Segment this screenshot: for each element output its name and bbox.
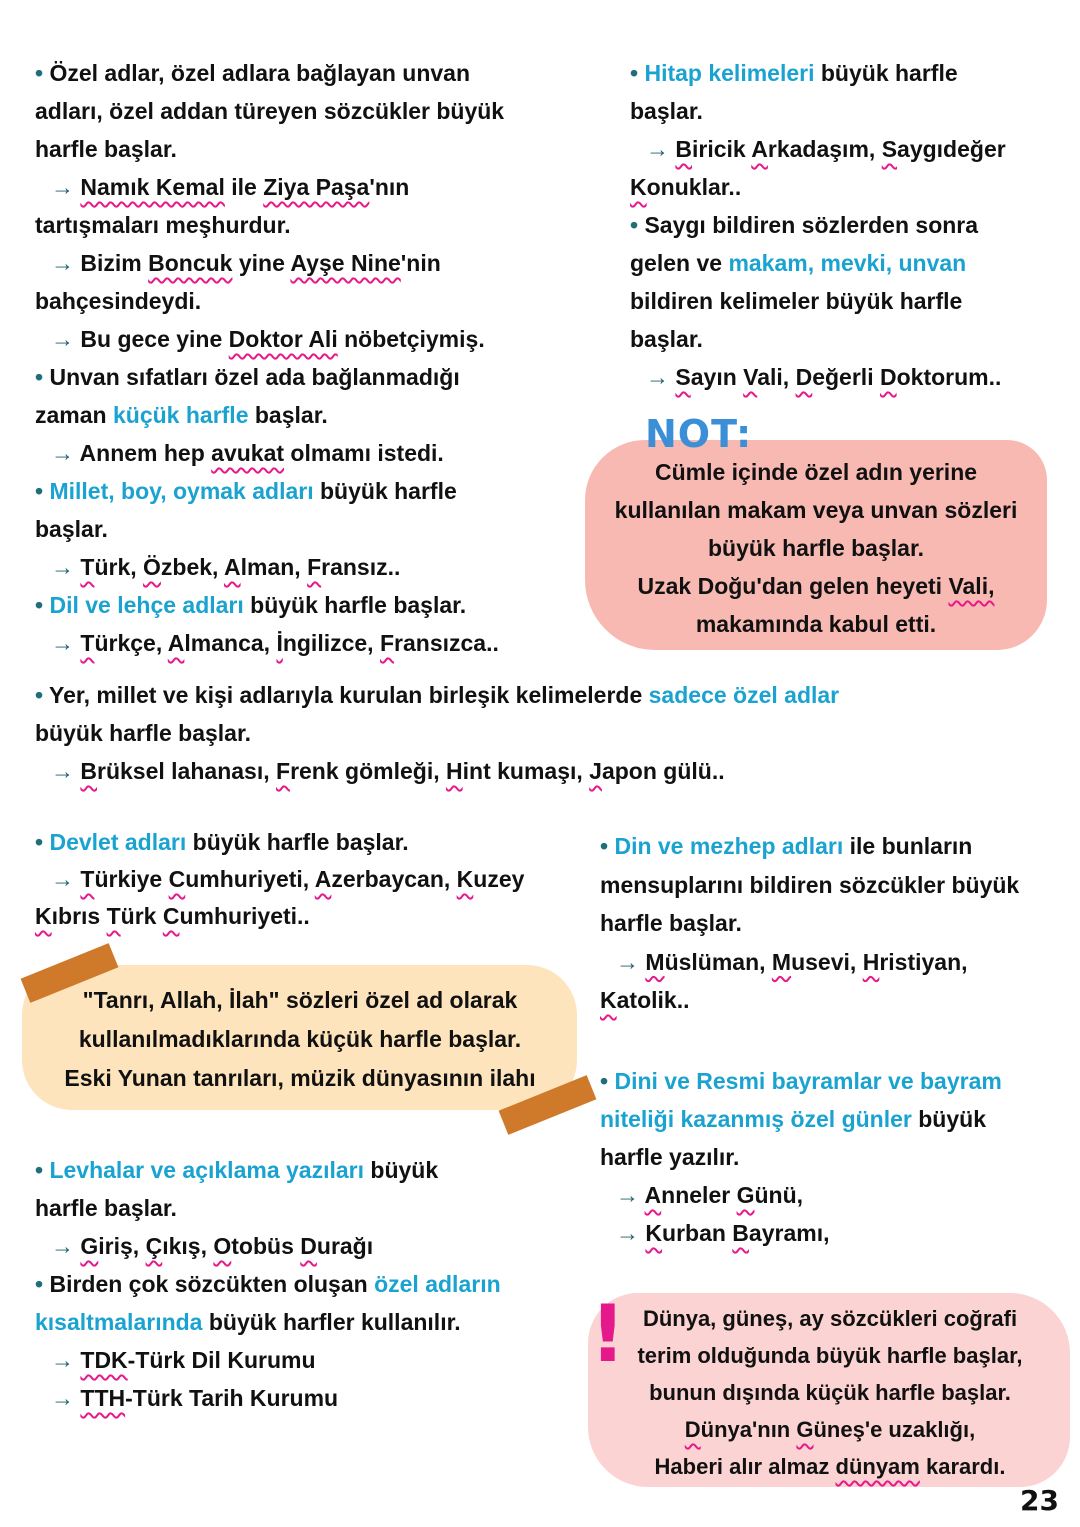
text: Bizim (80, 250, 149, 276)
text-line (600, 1176, 1002, 1214)
rules-full-width (35, 676, 839, 790)
text-line (35, 320, 504, 358)
text-line (35, 1151, 501, 1189)
underlined-text: T (80, 630, 95, 656)
text: Birden çok sözcükten oluşan (49, 1271, 375, 1297)
text-line (35, 1303, 501, 1341)
text: başlar. (630, 326, 703, 352)
highlight-text: kısaltmalarında (35, 1309, 203, 1335)
highlight-text: Millet, boy, oymak adları (49, 478, 314, 504)
rules-left-bottom (35, 1151, 501, 1417)
text: harfle başlar. (35, 1195, 177, 1221)
text: bunun dışında küçük harfle başlar. (649, 1380, 1011, 1405)
text-line (35, 510, 504, 548)
underlined-text: Boncuk (148, 250, 233, 276)
note-title: NOT: (645, 412, 753, 456)
text-line (592, 1337, 1068, 1374)
text: Uzak Doğu'dan gelen heyeti (637, 573, 949, 599)
text: harfle başlar. (600, 910, 742, 936)
underlined-text: Vali, (948, 573, 995, 599)
text: Haberi alır almaz (654, 1454, 836, 1479)
text: üneş'e uzaklığı, (813, 1417, 976, 1442)
underlined-text: Doktor Ali (228, 326, 338, 352)
text-line (585, 453, 1047, 491)
text-line (30, 1059, 570, 1098)
text-line (35, 898, 524, 935)
bullet-icon: • (35, 60, 50, 86)
underlined-text: K (630, 174, 647, 200)
text-line (600, 1100, 1002, 1138)
arrow-icon: → (51, 1347, 81, 1373)
underlined-text: S (881, 136, 898, 162)
text: apon gülü.. (601, 758, 725, 784)
bullet-icon: • (35, 1271, 50, 1297)
underlined-text: Ç (145, 1233, 163, 1259)
underlined-text: T (106, 903, 121, 929)
text: büyük harfler kullanılır. (202, 1309, 461, 1335)
text-line (35, 1189, 501, 1227)
bullet-icon: • (35, 682, 50, 708)
highlight-text: sadece özel adlar (648, 682, 840, 708)
text: adları, özel addan türeyen sözcükler büyük (35, 98, 505, 124)
arrow-icon: → (51, 174, 81, 200)
text: Eski Yunan tanrıları, müzik dünyasının ilahı (64, 1065, 536, 1091)
bullet-icon: • (35, 829, 50, 855)
text-line (35, 714, 839, 752)
underlined-text: D (300, 1233, 317, 1259)
text: olmamı istedi. (284, 440, 444, 466)
underlined-text: B (675, 136, 693, 162)
text: Cümle içinde özel adın yerine (654, 459, 978, 485)
underlined-text: C (168, 866, 186, 892)
text-line (592, 1374, 1068, 1411)
text: başlar. (248, 402, 328, 428)
text-line (600, 904, 1019, 943)
arrow-icon: → (616, 1220, 646, 1246)
bullet-icon: • (35, 1157, 50, 1183)
text: ıkış, (162, 1233, 214, 1259)
arrow-icon: → (51, 630, 81, 656)
text-line (35, 824, 524, 861)
text: iriş, (98, 1233, 146, 1259)
text-line (630, 358, 1006, 396)
text-line (600, 1138, 1002, 1176)
text-line (35, 244, 504, 282)
text: zbek, (160, 554, 224, 580)
text: ayramı, (748, 1220, 830, 1246)
text-line (585, 567, 1047, 605)
rules-left-mid (35, 824, 524, 935)
underlined-text: A (644, 1182, 662, 1208)
text: büyük harfle başlar. (186, 829, 409, 855)
yellow-box-text (30, 981, 570, 1098)
text-line (592, 1300, 1068, 1337)
text: kullanılmadıklarında küçük harfle başlar. (78, 1026, 522, 1052)
text-line (585, 529, 1047, 567)
underlined-text: M (645, 948, 665, 975)
text-line (35, 282, 504, 320)
highlight-text: Hitap kelimeleri (644, 60, 815, 86)
text: 'nin (400, 250, 441, 276)
text: büyük (364, 1157, 439, 1183)
text: -Türk Tarih Kurumu (125, 1385, 339, 1411)
page-number: 23 (1020, 1484, 1059, 1517)
text: urban (662, 1220, 733, 1246)
underlined-text: F (307, 554, 322, 580)
underlined-text: V (743, 364, 758, 390)
text: urağı (316, 1233, 374, 1259)
arrow-icon: → (51, 250, 81, 276)
arrow-icon: → (51, 758, 81, 784)
text: ürk, (94, 554, 144, 580)
text: usevi, (791, 948, 863, 975)
text: mensuplarını bildiren sözcükler büyük (600, 871, 1020, 898)
highlight-text: Dini ve Resmi bayramlar ve bayram (614, 1068, 1002, 1094)
text: onuklar.. (646, 174, 742, 200)
text: ünya'nın (700, 1417, 797, 1442)
text: ürk (120, 903, 163, 929)
text: makamında kabul etti. (695, 611, 937, 637)
text: terim olduğunda büyük harfle başlar, (637, 1343, 1023, 1368)
highlight-text: makam, mevki, unvan (728, 250, 967, 276)
text: ransızca.. (394, 630, 499, 656)
text-line (600, 1214, 1002, 1252)
text: ile bunların (843, 833, 973, 859)
text: bahçesindeydi. (35, 288, 202, 314)
highlight-text: Devlet adları (49, 829, 187, 855)
text-line (35, 396, 504, 434)
text: Annem hep (79, 440, 212, 466)
bullet-icon: • (600, 1068, 615, 1094)
text: rüksel lahanası, (97, 758, 276, 784)
note-text (585, 453, 1047, 643)
bullet-icon: • (600, 833, 615, 859)
text: Saygı bildiren sözlerden sonra (644, 212, 979, 238)
arrow-icon: → (616, 1182, 645, 1208)
text: büyük (911, 1106, 986, 1132)
text: iricik (692, 136, 752, 162)
text: büyük harfle başlar. (243, 592, 467, 618)
text-line (600, 1062, 1002, 1100)
arrow-icon: → (51, 1233, 81, 1259)
text-line (35, 586, 504, 624)
highlight-text: Din ve mezhep adları (614, 833, 844, 859)
underlined-text: C (162, 903, 180, 929)
text: zaman (35, 402, 113, 428)
arrow-icon: → (51, 554, 81, 580)
text: büyük harfle (313, 478, 457, 504)
text-line (630, 320, 1006, 358)
pink-box-text (592, 1300, 1068, 1485)
underlined-text: D (879, 364, 897, 390)
text: başlar. (630, 98, 703, 124)
underlined-text: K (645, 1220, 663, 1246)
underlined-text: D (684, 1417, 701, 1442)
underlined-text: A (167, 630, 185, 656)
text-line (600, 981, 1019, 1020)
text: harfle başlar. (35, 136, 177, 162)
underlined-text: O (213, 1233, 232, 1259)
text-line (585, 491, 1047, 529)
text-line (35, 861, 524, 898)
text: lman, (240, 554, 308, 580)
text: rkadaşım, (767, 136, 882, 162)
underlined-text: D (795, 364, 813, 390)
underlined-text: Ziya Paşa (263, 174, 370, 200)
text: ıbrıs (51, 903, 107, 929)
underlined-text: A (223, 554, 241, 580)
bullet-icon: • (35, 478, 50, 504)
text: -Türk Dil Kurumu (127, 1347, 316, 1373)
underlined-text: dünyam (835, 1454, 920, 1479)
underlined-text: A (314, 866, 332, 892)
underlined-text: Ö (143, 554, 161, 580)
text: nneler (661, 1182, 737, 1208)
text-line (630, 130, 1006, 168)
text: yine (232, 250, 291, 276)
text: aygıdeğer (897, 136, 1006, 162)
text-line (35, 752, 839, 790)
text: ürkçe, (94, 630, 168, 656)
underlined-text: K (35, 903, 52, 929)
text: ürkiye (94, 866, 169, 892)
arrow-icon: → (646, 364, 676, 390)
text: zerbaycan, (331, 866, 457, 892)
text: uzey (473, 866, 525, 892)
text: ransız.. (321, 554, 401, 580)
rules-right-bottom (600, 1062, 1002, 1252)
text: gelen ve (630, 250, 729, 276)
arrow-icon: → (646, 136, 676, 162)
text: büyük harfle başlar. (35, 720, 252, 746)
underlined-text: G (80, 1233, 99, 1259)
highlight-text: özel adların (374, 1271, 501, 1297)
text: int kumaşı, (462, 758, 590, 784)
text-line (592, 1411, 1068, 1448)
text-line (35, 1265, 501, 1303)
text: nöbetçiymiş. (337, 326, 485, 352)
text: atolik.. (616, 987, 690, 1013)
text-line (35, 358, 504, 396)
bullet-icon: • (35, 364, 50, 390)
underlined-text: F (276, 758, 291, 784)
underlined-text: H (862, 948, 880, 975)
text-line (630, 54, 1006, 92)
text: Özel adlar, özel adlara bağlayan unvan (49, 60, 471, 86)
text-line (630, 206, 1006, 244)
text-line (35, 434, 504, 472)
text-line (630, 168, 1006, 206)
underlined-text: Namık Kemal (80, 174, 225, 200)
text: ayın (690, 364, 744, 390)
text-line (35, 624, 504, 662)
underlined-text: K (456, 866, 474, 892)
text: Dünya, güneş, ay sözcükleri coğrafi (642, 1306, 1018, 1331)
highlight-text: niteliği kazanmış özel günler (600, 1106, 912, 1132)
text-line (630, 244, 1006, 282)
underlined-text: B (80, 758, 98, 784)
text-line (30, 981, 570, 1020)
text-line (35, 1379, 501, 1417)
text-line (35, 206, 504, 244)
text-line (35, 130, 504, 168)
underlined-text: H (446, 758, 463, 784)
bullet-icon: • (630, 60, 645, 86)
rules-left-top (35, 54, 504, 662)
text: "Tanrı, Allah, İlah" sözleri özel ad olarak (82, 987, 518, 1013)
text: tartışmaları meşhurdur. (35, 212, 291, 238)
underlined-text: K (600, 987, 617, 1013)
text: oktorum.. (896, 364, 1002, 390)
text-line (35, 1227, 501, 1265)
bullet-icon: • (630, 212, 645, 238)
underlined-text: T (80, 554, 95, 580)
highlight-text: Levhalar ve açıklama yazıları (49, 1157, 364, 1183)
underlined-text: J (589, 758, 602, 784)
text-line (35, 54, 504, 92)
text-line (592, 1448, 1068, 1485)
text: kullanılan makam veya unvan sözleri (614, 497, 1018, 523)
text: karardı. (919, 1454, 1006, 1479)
text: lmanca, (184, 630, 277, 656)
text-line (585, 605, 1047, 643)
text: Yer, millet ve kişi adlarıyla kurulan birleşik kelimelerde (49, 682, 649, 708)
text: Bu gece yine (80, 326, 229, 352)
exclamation-icon: ! (590, 1290, 626, 1380)
highlight-text: Dil ve lehçe adları (49, 592, 244, 618)
text: bildiren kelimeler büyük harfle (630, 288, 963, 314)
text-line (630, 282, 1006, 320)
text: tobüs (231, 1233, 301, 1259)
text: renk gömleği, (290, 758, 446, 784)
bullet-icon: • (35, 592, 50, 618)
arrow-icon: → (51, 326, 81, 352)
text: ristiyan, (879, 948, 968, 975)
underlined-text: avukat (211, 440, 285, 466)
underlined-text: Ayşe Nine (290, 250, 401, 276)
text: ünü, (754, 1182, 804, 1208)
underlined-text: F (379, 630, 395, 656)
text: harfle yazılır. (600, 1144, 740, 1170)
text: başlar. (35, 516, 108, 542)
highlight-text: küçük harfle (112, 402, 249, 428)
text-line (630, 92, 1006, 130)
underlined-text: B (732, 1220, 749, 1246)
text-line (600, 866, 1019, 905)
text-line (600, 943, 1019, 982)
text: ali, (757, 364, 796, 390)
arrow-icon: → (51, 866, 81, 892)
underlined-text: G (736, 1182, 755, 1208)
text: 'nın (369, 174, 410, 200)
text-line (35, 1341, 501, 1379)
underlined-text: M (771, 948, 792, 975)
text: umhuriyeti, (185, 866, 315, 892)
text-line (35, 548, 504, 586)
text: ngilizce, (282, 630, 380, 656)
text: ile (224, 174, 264, 200)
text: üslüman, (664, 948, 772, 975)
underlined-text: G (796, 1417, 814, 1442)
underlined-text: TDK (80, 1347, 128, 1373)
underlined-text: S (675, 364, 691, 390)
underlined-text: İ (276, 630, 283, 656)
text: Unvan sıfatları özel ada bağlanmadığı (49, 364, 460, 390)
arrow-icon: → (616, 948, 646, 975)
text: büyük harfle başlar. (707, 535, 925, 561)
arrow-icon: → (51, 440, 80, 466)
underlined-text: A (751, 136, 768, 162)
text-line (35, 676, 839, 714)
text-line (30, 1020, 570, 1059)
underlined-text: T (80, 866, 95, 892)
text: eğerli (812, 364, 880, 390)
text-line (35, 168, 504, 206)
text-line (35, 472, 504, 510)
text-line (35, 92, 504, 130)
text: büyük harfle (814, 60, 958, 86)
text: umhuriyeti.. (179, 903, 310, 929)
underlined-text: TTH (80, 1385, 126, 1411)
text-line (600, 827, 1019, 866)
rules-right-mid (600, 827, 1019, 1020)
arrow-icon: → (51, 1385, 81, 1411)
rules-right-top (630, 54, 1006, 396)
